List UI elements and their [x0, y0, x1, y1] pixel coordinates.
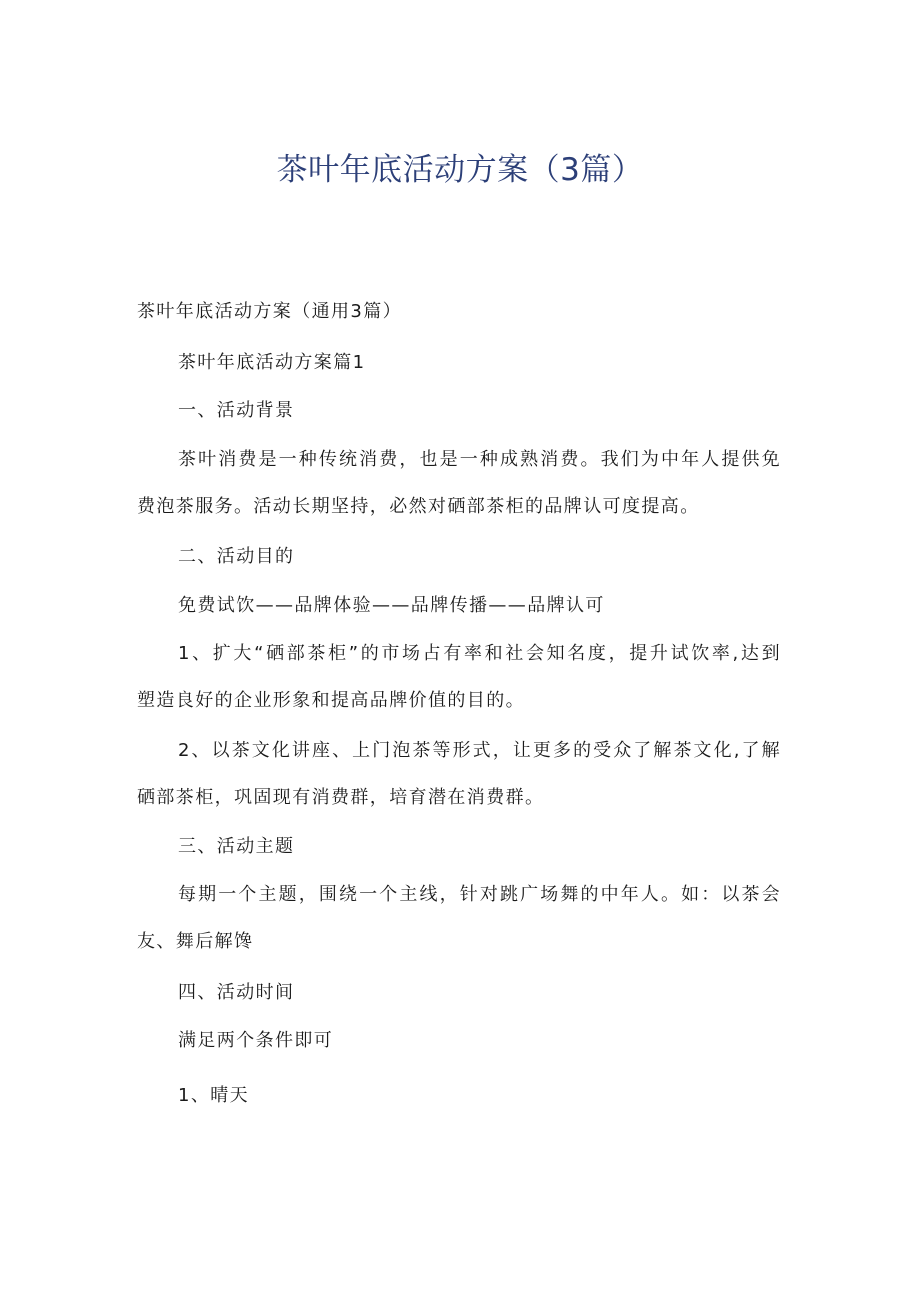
paragraph-line: 1、扩大“硒部茶柜”的市场占有率和社会知名度，提升试饮率,达到: [178, 643, 781, 664]
paragraph-line: 2、以茶文化讲座、上门泡茶等形式，让更多的受众了解茶文化,了解: [178, 740, 781, 761]
heading-purpose: 二、活动目的: [178, 546, 295, 567]
paragraph-line: 友、舞后解馋: [137, 931, 254, 952]
heading-background: 一、活动背景: [178, 400, 295, 421]
paragraph-line: 费泡茶服务。活动长期坚持，必然对硒部茶柜的品牌认可度提高。: [137, 496, 700, 517]
paragraph-line: 茶叶消费是一种传统消费，也是一种成熟消费。我们为中年人提供免: [178, 449, 781, 470]
paragraph-line: 免费试饮——品牌体验——品牌传播——品牌认可: [178, 595, 605, 616]
paragraph-line: 满足两个条件即可: [178, 1030, 334, 1051]
paragraph-line: 塑造良好的企业形象和提高品牌价值的目的。: [137, 690, 525, 711]
section-title: 茶叶年底活动方案篇1: [178, 352, 366, 373]
heading-theme: 三、活动主题: [178, 836, 295, 857]
list-item: 1、晴天: [178, 1085, 250, 1106]
paragraph-line: 硒部茶柜，巩固现有消费群，培育潜在消费群。: [137, 787, 545, 808]
heading-time: 四、活动时间: [178, 982, 295, 1003]
document-title: 茶叶年底活动方案（3篇）: [276, 152, 644, 188]
document-subtitle: 茶叶年底活动方案（通用3篇）: [137, 301, 403, 322]
paragraph-line: 每期一个主题，围绕一个主线，针对跳广场舞的中年人。如：以茶会: [178, 884, 781, 905]
